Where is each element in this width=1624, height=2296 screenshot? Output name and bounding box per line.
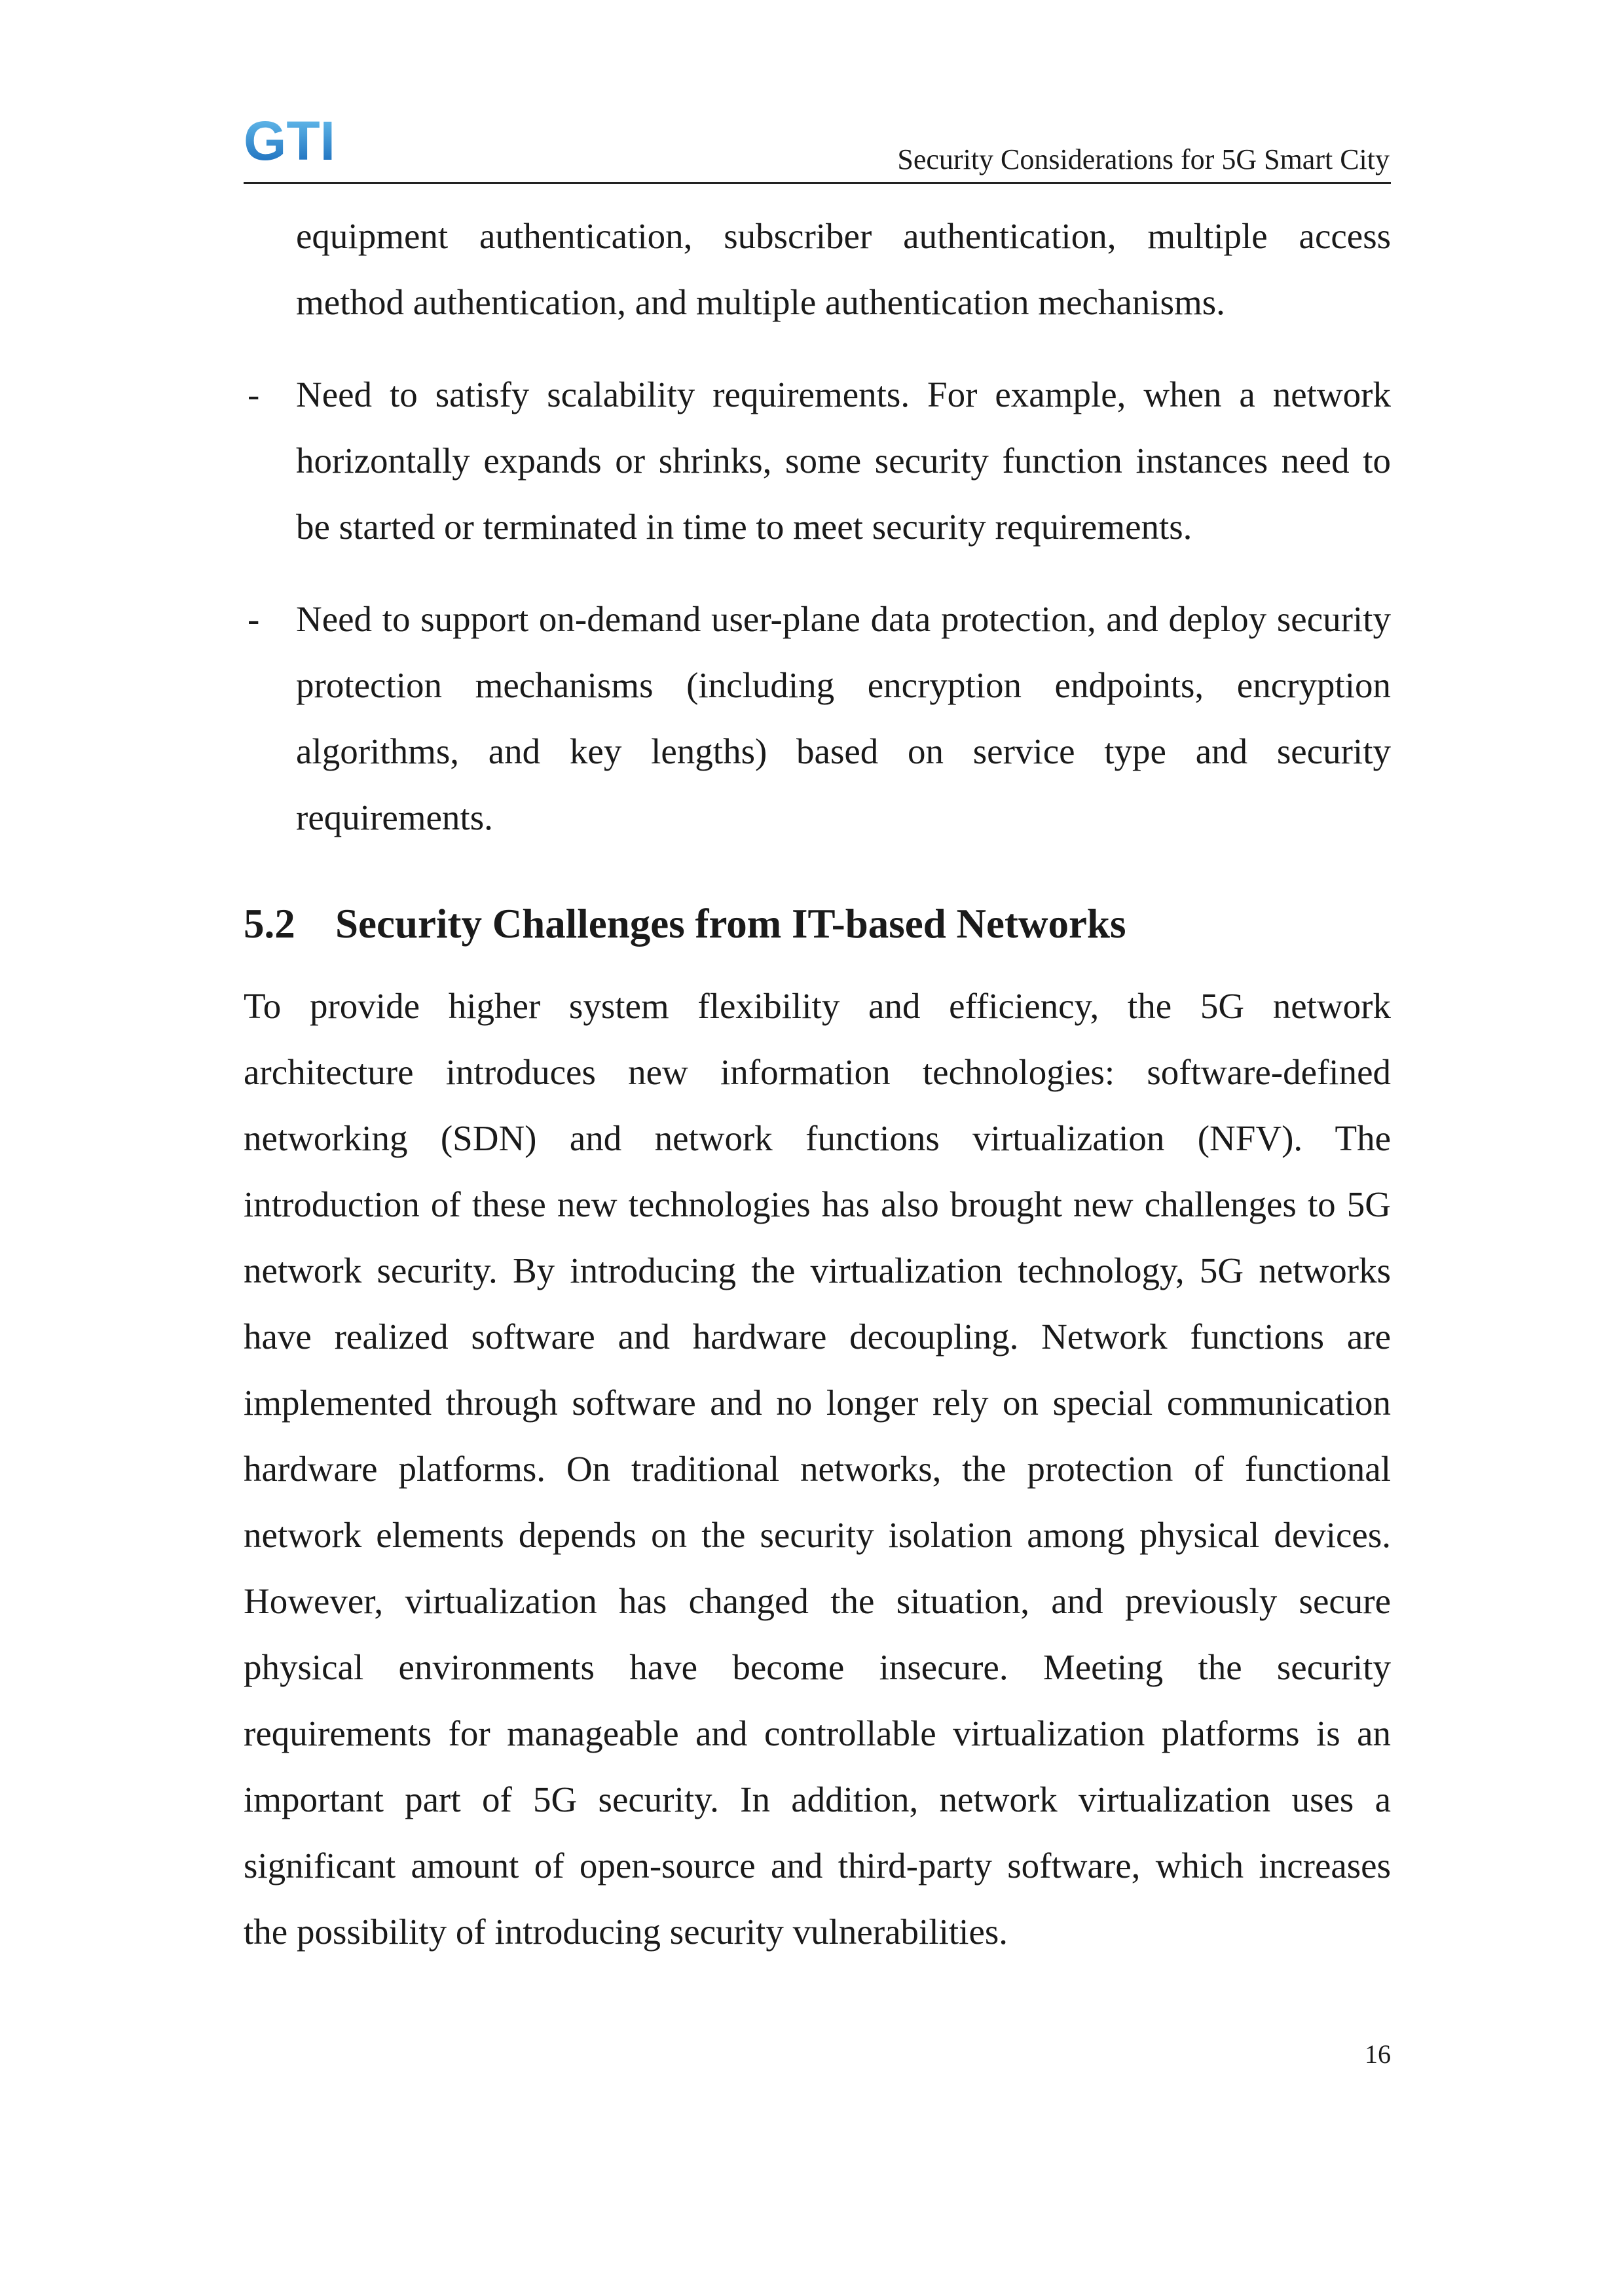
page-content [244,203,1391,1965]
page-header [244,111,1391,184]
gti-logo [244,115,348,168]
bullet-item [244,361,1391,560]
section-heading [244,891,1391,957]
section-title: Security Challenges from IT-based Networks [335,901,1126,947]
continuation-paragraph: equipment authentication, subscriber authentication, multiple access method authentication, and multiple authentication mechanisms. [296,216,1391,322]
page-number: 16 [1365,2039,1391,2069]
bullet-text: Need to satisfy scalability requirements. For example, when a network horizontally expands or shrinks, some security function instances need to be started or terminated in time to meet security requirements. [296,374,1391,547]
svg-text:GTI: GTI [244,115,335,168]
bullet-item [244,586,1391,850]
bullet-text: Need to support on-demand user-plane data protection, and deploy security protection mechanisms (including encryption endpoints, encryption algorithms, and key lengths) based on service type and security requirements. [296,599,1391,837]
document-title: Security Considerations for 5G Smart City [897,143,1390,175]
bullet-marker: - [248,599,260,639]
bullet-marker: - [248,374,260,414]
section-paragraph: To provide higher system flexibility and efficiency, the 5G network architecture introduces new information technologies: software-defined networking (SDN) and network functions virtualization (NFV). The introduction of these new technologies has also brought new challenges to 5G network security. By introducing the virtualization technology, 5G networks have realized software and hardware decoupling. Network functions are implemented through software and no longer rely on special communication hardware platforms. On traditional networks, the protection of functional network elements depends on the security isolation among physical devices. However, virtualization has changed the situation, and previously secure physical environments have become insecure. Meeting the security requirements for manageable and controllable virtualization platforms is an important part of 5G security. In addition, network virtualization uses a significant amount of open-source and third-party software, which increases the possibility of introducing security vulnerabilities. [244,986,1391,1952]
section-number: 5.2 [244,901,295,947]
